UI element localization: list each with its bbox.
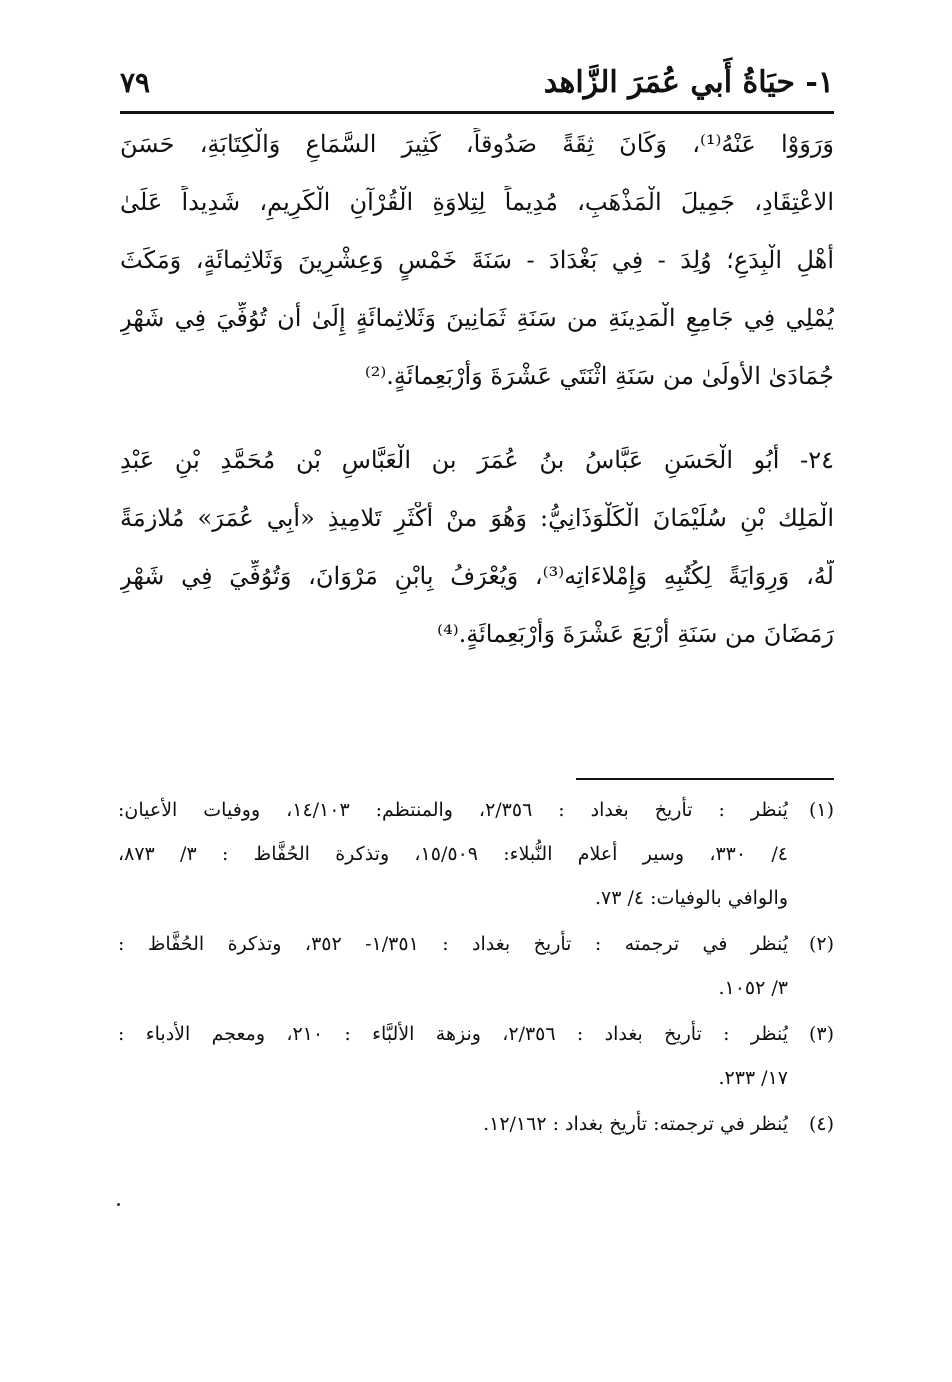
footnote-4 — [118, 1102, 834, 1146]
footnote-line: ١٧/ ٢٣٣. — [718, 1067, 788, 1089]
text-line: الْمَلِك بْنِ سُلَيْمَانَ الْكَلْوَذَانِيُّ: وَهُوَ منْ أَكْثَرِ تَلامِيذِ «أَبِي عُمَرَ» مُلازمَةً — [120, 504, 834, 532]
paragraph-2 — [120, 444, 834, 676]
footnote-line: يُنظر في ترجمته : تأريخ بغداد : ١/٣٥١- ٣٥٢، وتذكرة الحُفَّاظ : — [118, 933, 788, 955]
footnote-line: يُنظر : تأريخ بغداد : ٢/٣٥٦، والمنتظم: ١٤/١٠٣، ووفيات الأعيان: — [118, 799, 788, 821]
chapter-title: ١- حيَاةُ أَبي عُمَرَ الزَّاهد — [543, 64, 834, 100]
footnote-3 — [118, 1012, 834, 1100]
text-line: رَمَضَانَ من سَنَةِ أَرْبَعَ عَشْرَةَ وَأَرْبَعِمائَةٍ.⁽⁴⁾ — [437, 620, 834, 648]
paragraph-1 — [120, 128, 834, 418]
footnote-line: يُنظر في ترجمته: تأريخ بغداد : ١٢/١٦٢. — [483, 1113, 788, 1135]
running-header — [120, 56, 834, 108]
footnote-separator — [576, 778, 834, 780]
footnote-number: (٣) — [808, 1023, 834, 1045]
scan-speck — [117, 1203, 120, 1206]
footnote-number: (٢) — [808, 933, 834, 955]
text-line: الاعْتِقَادِ، جَمِيلَ الْمَذْهَبِ، مُدِيماً لِتِلاوَةِ الْقُرْآنِ الْكَرِيمِ، شَدِيداً عَلَىٰ — [120, 188, 834, 216]
footnote-line: ٣/ ١٠٥٢. — [718, 977, 788, 999]
header-rule — [120, 111, 834, 114]
footnote-line: والوافي بالوفيات: ٤/ ٧٣. — [594, 887, 788, 909]
text-line: أَهْلِ الْبِدَعِ؛ وُلِدَ - فِي بَغْدَادَ - سَنَةَ خَمْسٍ وَعِشْرِينَ وَثَلاثِمائَةٍ، وَمَكَثَ — [120, 246, 834, 274]
page-number: ٧٩ — [120, 65, 151, 99]
body-text — [120, 128, 834, 676]
text-line: يُمْلِي فِي جَامِعِ الْمَدِينَةِ من سَنَةِ ثَمَانِينَ وَثَلاثِمائَةٍ إِلَىٰ أَن تُوُفِّيَ فِي شَهْرِ — [120, 304, 834, 332]
text-line: وَرَوَوْا عَنْهُ⁽¹⁾، وَكَانَ ثِقَةً صَدُوقاً، كَثِيرَ السَّمَاعِ وَالْكِتَابَةِ، حَسَنَ — [120, 130, 834, 158]
footnote-line: ٤/ ٣٣٠، وسير أعلام النُّبلاء: ١٥/٥٠٩، وتذكرة الحُفَّاظ : ٣/ ٨٧٣، — [118, 843, 788, 865]
text-line: لَّهُ، وَرِوَايَةً لِكُتُبِهِ وَإِمْلاءَاتِه⁽³⁾، وَيُعْرَفُ بِابْنِ مَرْوَانَ، وَتُوُفِّيَ فِي شَهْرِ — [120, 562, 834, 590]
text-line: ٢٤- أَبُو الْحَسَنِ عَبَّاسُ بنُ عُمَرَ بن الْعَبَّاسِ بْن مُحَمَّدِ بْنِ عَبْدِ — [120, 446, 834, 474]
footnote-1 — [118, 788, 834, 920]
paragraph-spacer — [120, 418, 834, 444]
footnote-number: (١) — [808, 799, 834, 821]
footnote-2 — [118, 922, 834, 1010]
footnotes — [118, 788, 834, 1146]
footnote-number: (٤) — [808, 1113, 834, 1135]
footnote-line: يُنظر : تأريخ بغداد : ٢/٣٥٦، ونزهة الألبَّاء : ٢١٠، ومعجم الأدباء : — [118, 1023, 788, 1045]
text-line: جُمَادَىٰ الأُولَىٰ من سَنَةِ اثْنَتَي عَشْرَةَ وَأَرْبَعِمائَةٍ.⁽²⁾ — [364, 362, 834, 390]
